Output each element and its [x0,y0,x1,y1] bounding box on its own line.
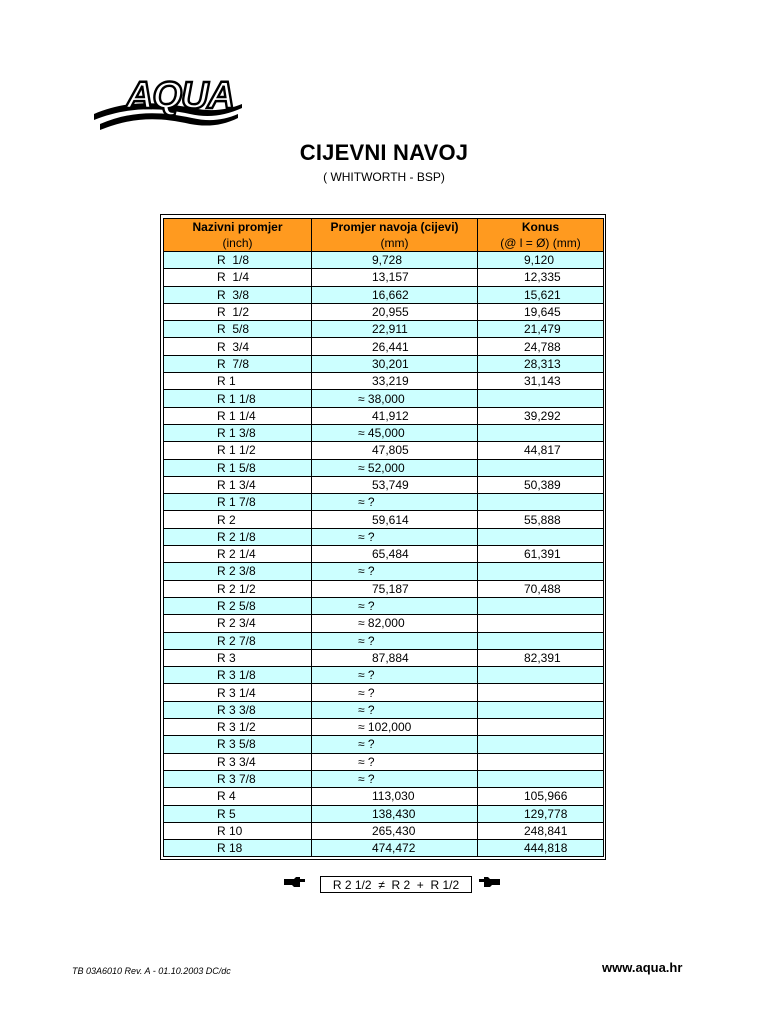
cell-thread-diameter: 138,430 [312,805,478,822]
page-subtitle: ( WHITWORTH - BSP) [323,170,445,184]
cell-konus [478,597,604,614]
cell-konus: 82,391 [478,649,604,666]
table-row [164,701,604,718]
cell-nominal-size: R 1 1/4 [164,407,312,424]
cell-thread-diameter: 13,157 [312,269,478,286]
cell-nominal-size: R 2 5/8 [164,597,312,614]
table-row [164,822,604,839]
cell-nominal-size: R 5/8 [164,321,312,338]
cell-konus: 24,788 [478,338,604,355]
cell-nominal-size: R 3 7/8 [164,770,312,787]
cell-thread-diameter: ≈ ? [312,684,478,701]
note-box: R 2 1/2 ≠ R 2 + R 1/2 [320,876,472,893]
col-unit-konus: (@ l = Ø) (mm) [478,235,604,252]
cell-nominal-size: R 3/8 [164,286,312,303]
cell-nominal-size: R 1 5/8 [164,459,312,476]
cell-thread-diameter: 474,472 [312,840,478,857]
cell-konus: 61,391 [478,546,604,563]
cell-thread-diameter: ≈ ? [312,753,478,770]
cell-thread-diameter: 87,884 [312,649,478,666]
cell-konus: 19,645 [478,303,604,320]
cell-nominal-size: R 1 1/2 [164,442,312,459]
cell-konus [478,390,604,407]
cell-nominal-size: R 1/2 [164,303,312,320]
col-header-konus: Konus [478,219,604,236]
table-row [164,424,604,441]
cell-konus [478,684,604,701]
cell-thread-diameter: ≈ 45,000 [312,424,478,441]
cell-nominal-size: R 2 1/8 [164,528,312,545]
cell-thread-diameter: 20,955 [312,303,478,320]
col-header-diameter: Promjer navoja (cijevi) [312,219,478,236]
table-row [164,390,604,407]
table-row [164,494,604,511]
cell-thread-diameter: ≈ ? [312,563,478,580]
cell-nominal-size: R 1 3/8 [164,424,312,441]
cell-thread-diameter: 265,430 [312,822,478,839]
table-row [164,528,604,545]
cell-konus: 28,313 [478,355,604,372]
table-row [164,459,604,476]
table-row [164,667,604,684]
cell-nominal-size: R 10 [164,822,312,839]
cell-nominal-size: R 5 [164,805,312,822]
cell-konus [478,701,604,718]
cell-nominal-size: R 1 [164,373,312,390]
cell-konus [478,494,604,511]
cell-thread-diameter: ≈ ? [312,632,478,649]
table-row [164,805,604,822]
cell-thread-diameter: ≈ ? [312,494,478,511]
cell-nominal-size: R 1/8 [164,252,312,269]
cell-konus: 15,621 [478,286,604,303]
cell-thread-diameter: 30,201 [312,355,478,372]
cell-thread-diameter: 53,749 [312,476,478,493]
table-row [164,615,604,632]
cell-konus [478,459,604,476]
table-row [164,770,604,787]
cell-thread-diameter: ≈ ? [312,528,478,545]
cell-nominal-size: R 1 3/4 [164,476,312,493]
table-row [164,476,604,493]
table-unit-row [164,235,604,252]
cell-thread-diameter: 59,614 [312,511,478,528]
table-row [164,355,604,372]
cell-nominal-size: R 2 3/8 [164,563,312,580]
table-row [164,684,604,701]
cell-thread-diameter: 75,187 [312,580,478,597]
cell-nominal-size: R 1/4 [164,269,312,286]
cell-thread-diameter: ≈ ? [312,736,478,753]
website-link[interactable]: www.aqua.hr [602,960,683,975]
cell-konus: 70,488 [478,580,604,597]
aqua-logo [92,64,244,134]
table-row [164,736,604,753]
cell-konus: 105,966 [478,788,604,805]
cell-nominal-size: R 3 1/2 [164,719,312,736]
table-row [164,719,604,736]
cell-konus: 129,778 [478,805,604,822]
cell-thread-diameter: ≈ ? [312,597,478,614]
table-row [164,252,604,269]
cell-nominal-size: R 2 1/2 [164,580,312,597]
cell-nominal-size: R 1 1/8 [164,390,312,407]
table-row [164,840,604,857]
cell-nominal-size: R 4 [164,788,312,805]
cell-thread-diameter: ≈ ? [312,701,478,718]
table-row [164,563,604,580]
cell-konus: 55,888 [478,511,604,528]
pointing-hand-icon-left [478,876,500,888]
col-unit-diameter: (mm) [312,235,478,252]
table-row [164,321,604,338]
cell-konus [478,753,604,770]
table-header-row [164,219,604,236]
cell-konus [478,424,604,441]
col-header-nominal: Nazivni promjer [164,219,312,236]
cell-thread-diameter: 22,911 [312,321,478,338]
aqua-logo-graphic [92,64,244,134]
cell-thread-diameter: 65,484 [312,546,478,563]
cell-konus: 31,143 [478,373,604,390]
cell-nominal-size: R 2 3/4 [164,615,312,632]
cell-nominal-size: R 1 7/8 [164,494,312,511]
cell-nominal-size: R 3 1/8 [164,667,312,684]
pointing-hand-icon [284,876,306,888]
table-row [164,303,604,320]
table-body [164,252,604,857]
cell-thread-diameter: ≈ 102,000 [312,719,478,736]
cell-nominal-size: R 3 [164,649,312,666]
cell-thread-diameter: 47,805 [312,442,478,459]
cell-nominal-size: R 3 5/8 [164,736,312,753]
cell-konus: 444,818 [478,840,604,857]
cell-thread-diameter: 16,662 [312,286,478,303]
table-row [164,269,604,286]
table-row [164,338,604,355]
table-row [164,373,604,390]
cell-nominal-size: R 2 1/4 [164,546,312,563]
cell-thread-diameter: ≈ ? [312,667,478,684]
cell-nominal-size: R 18 [164,840,312,857]
document-reference: TB 03A6010 Rev. A - 01.10.2003 DC/dc [72,966,231,976]
table-row [164,632,604,649]
table-row [164,286,604,303]
cell-konus [478,615,604,632]
cell-konus [478,719,604,736]
cell-thread-diameter: 33,219 [312,373,478,390]
cell-konus: 21,479 [478,321,604,338]
cell-konus: 248,841 [478,822,604,839]
table-row [164,753,604,770]
table-row [164,580,604,597]
cell-konus: 9,120 [478,252,604,269]
cell-nominal-size: R 2 7/8 [164,632,312,649]
cell-nominal-size: R 3 3/4 [164,753,312,770]
cell-thread-diameter: ≈ 38,000 [312,390,478,407]
cell-konus [478,528,604,545]
table-row [164,546,604,563]
cell-nominal-size: R 3 3/8 [164,701,312,718]
cell-nominal-size: R 3/4 [164,338,312,355]
table-row [164,407,604,424]
page-title: CIJEVNI NAVOJ [299,140,469,165]
cell-konus [478,563,604,580]
cell-thread-diameter: ≈ 52,000 [312,459,478,476]
thread-table-frame [160,214,606,860]
table-row [164,649,604,666]
cell-nominal-size: R 2 [164,511,312,528]
table-row [164,442,604,459]
col-unit-nominal: (inch) [164,235,312,252]
table-row [164,511,604,528]
cell-thread-diameter: 41,912 [312,407,478,424]
logo-text: AQUA [126,75,234,117]
cell-thread-diameter: 9,728 [312,252,478,269]
cell-konus [478,632,604,649]
table-row [164,597,604,614]
thread-table [163,218,604,857]
cell-konus: 12,335 [478,269,604,286]
cell-konus [478,770,604,787]
cell-nominal-size: R 3 1/4 [164,684,312,701]
cell-thread-diameter: 113,030 [312,788,478,805]
cell-thread-diameter: ≈ ? [312,770,478,787]
cell-konus: 50,389 [478,476,604,493]
cell-nominal-size: R 7/8 [164,355,312,372]
table-row [164,788,604,805]
cell-konus: 39,292 [478,407,604,424]
cell-konus [478,736,604,753]
cell-thread-diameter: ≈ 82,000 [312,615,478,632]
cell-konus: 44,817 [478,442,604,459]
cell-thread-diameter: 26,441 [312,338,478,355]
cell-konus [478,667,604,684]
